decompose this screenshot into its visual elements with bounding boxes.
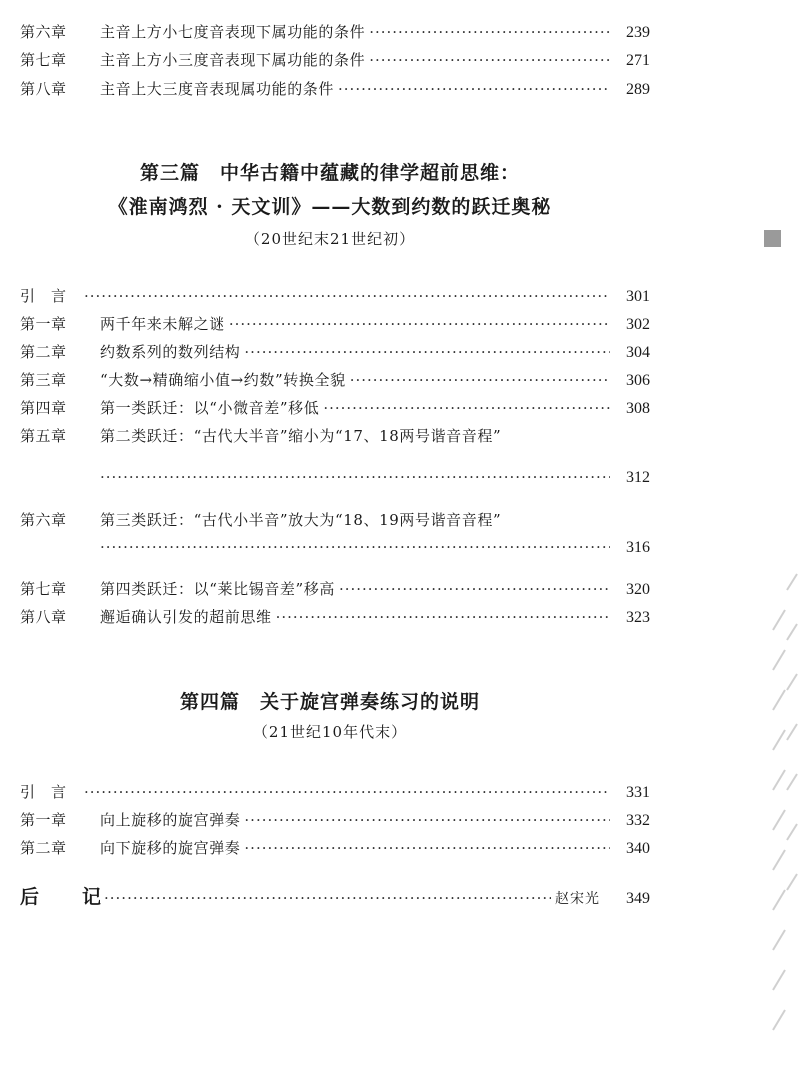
toc-entry[interactable]: [20, 50, 650, 71]
afterword-author: 赵宋光: [555, 891, 600, 907]
chapter-title: 第三类跃迁：“古代小半音”放大为“18、19两号谐音音程”: [100, 511, 502, 529]
chapter-number: 第七章: [20, 580, 67, 598]
toc-entry[interactable]: [20, 79, 650, 100]
chapter-number: 第七章: [20, 51, 67, 69]
chapter-number: 引 言: [20, 783, 67, 801]
chapter-title: 主音上方小七度音表现下属功能的条件: [100, 23, 366, 41]
leader-dots: [323, 398, 610, 418]
leader-dots: [369, 22, 610, 42]
chapter-number: 引 言: [20, 287, 67, 305]
page-number: 332: [626, 812, 650, 829]
part3-period: （20世纪末21世纪初）: [244, 230, 416, 248]
side-marker-square: [764, 230, 781, 247]
toc-entry[interactable]: [20, 579, 650, 600]
leader-dots: [244, 838, 610, 858]
toc-entry-intro[interactable]: [20, 782, 650, 803]
toc-entry[interactable]: [20, 607, 650, 628]
toc-entry[interactable]: [20, 370, 650, 391]
chapter-title: 向下旋移的旋宫弹奏: [100, 839, 241, 857]
leader-dots: [339, 579, 610, 599]
toc-entry-continuation[interactable]: [100, 537, 650, 558]
leader-dots: [338, 79, 610, 99]
toc-entry[interactable]: [20, 838, 650, 859]
chapter-number: 第二章: [20, 343, 67, 361]
page-number: 349: [626, 890, 650, 907]
chapter-title: 两千年来未解之谜: [100, 315, 225, 333]
page-number: 306: [626, 372, 650, 389]
leader-dots: [84, 782, 610, 802]
toc-entry-intro[interactable]: [20, 286, 650, 307]
chapter-title: 第四类跃迁：以“莱比锡音差”移高: [100, 580, 335, 598]
decorative-pattern: [755, 560, 800, 1040]
toc-entry[interactable]: [20, 426, 650, 446]
part3-heading-line2: 《淮南鸿烈 · 天文训》——大数到约数的跃迁奥秘: [108, 196, 552, 218]
chapter-number: 第五章: [20, 427, 67, 445]
leader-dots: [100, 537, 610, 557]
toc-entry[interactable]: [20, 342, 650, 363]
chapter-title: 主音上方小三度音表现下属功能的条件: [100, 51, 366, 69]
page-number: 301: [626, 288, 650, 305]
page-number: 320: [626, 581, 650, 598]
chapter-number: 第四章: [20, 399, 67, 417]
page-number: 289: [626, 81, 650, 98]
leader-dots: [100, 467, 610, 487]
chapter-number: 第三章: [20, 371, 67, 389]
leader-dots: [276, 607, 610, 627]
page-number: 239: [626, 24, 650, 41]
page-number: 312: [626, 469, 650, 486]
leader-dots: [104, 888, 551, 908]
chapter-title: “大数→精确缩小值→约数”转换全貌: [100, 371, 346, 389]
page-number: 316: [626, 539, 650, 556]
chapter-number: 第一章: [20, 811, 67, 829]
leader-dots: [369, 50, 610, 70]
toc-entry[interactable]: [20, 314, 650, 335]
chapter-title: 主音上大三度音表现属功能的条件: [100, 80, 335, 98]
leader-dots: [350, 370, 610, 390]
toc-entry[interactable]: [20, 810, 650, 831]
leader-dots: [84, 286, 610, 306]
page-number: 340: [626, 840, 650, 857]
chapter-number: 第六章: [20, 23, 67, 41]
toc-entry-continuation[interactable]: [100, 467, 650, 488]
toc-entry[interactable]: [20, 398, 650, 419]
part3-heading-line1: 第三篇 中华古籍中蕴藏的律学超前思维：: [139, 162, 520, 184]
leader-dots: [244, 342, 610, 362]
page-number: 302: [626, 316, 650, 333]
chapter-title: 约数系列的数列结构: [100, 343, 241, 361]
part4-heading: 第四篇 关于旋宫弹奏练习的说明: [179, 691, 480, 713]
chapter-number: 第六章: [20, 511, 67, 529]
part4-period: （21世纪10年代末）: [252, 723, 408, 741]
chapter-title: 第一类跃迁：以“小微音差”移低: [100, 399, 320, 417]
toc-entry[interactable]: [20, 510, 650, 530]
chapter-number: 第八章: [20, 608, 67, 626]
toc-entry[interactable]: [20, 22, 650, 43]
chapter-number: 第八章: [20, 80, 67, 98]
leader-dots: [229, 314, 610, 334]
page-number: 323: [626, 609, 650, 626]
toc-entry-afterword[interactable]: [20, 887, 650, 909]
chapter-title: 第二类跃迁：“古代大半音”缩小为“17、18两号谐音音程”: [100, 427, 502, 445]
page-number: 308: [626, 400, 650, 417]
page-number: 271: [626, 52, 650, 69]
chapter-title: 向上旋移的旋宫弹奏: [100, 811, 241, 829]
afterword-label: 后 记: [20, 886, 114, 908]
chapter-title: 邂逅确认引发的超前思维: [100, 608, 272, 626]
leader-dots: [244, 810, 610, 830]
chapter-number: 第一章: [20, 315, 67, 333]
chapter-number: 第二章: [20, 839, 67, 857]
page-number: 331: [626, 784, 650, 801]
page-number: 304: [626, 344, 650, 361]
